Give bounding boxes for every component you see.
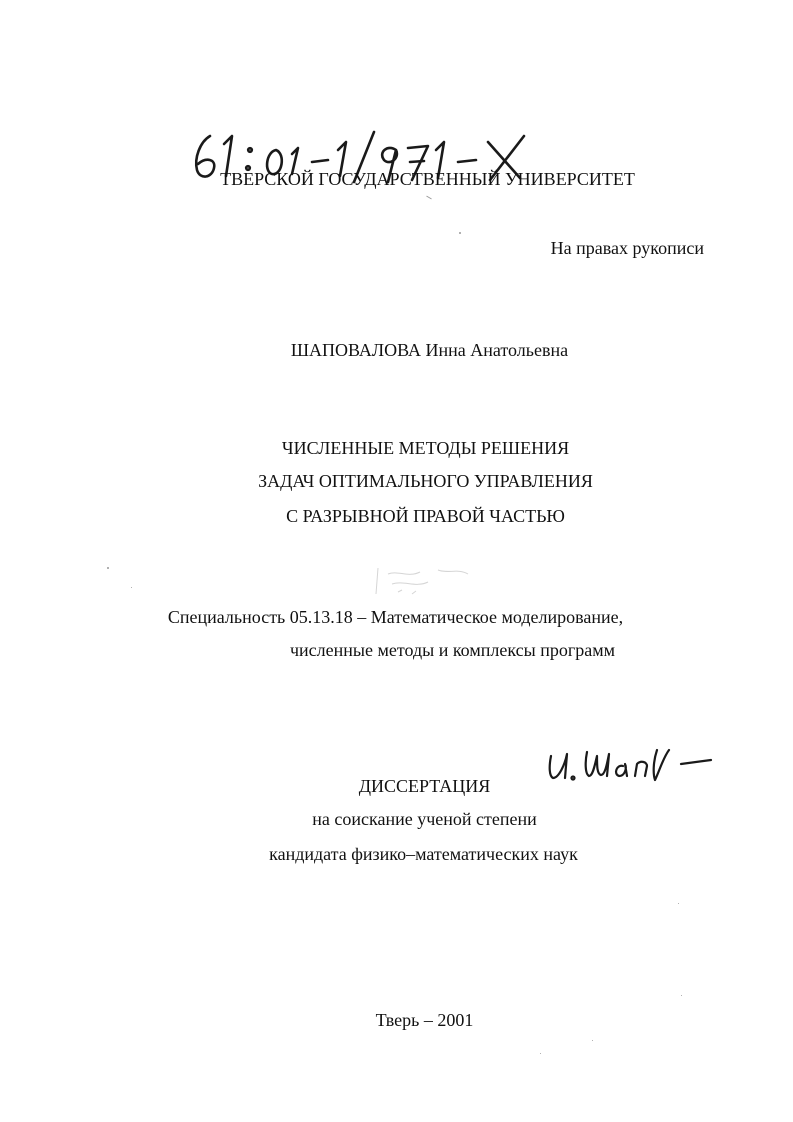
dissertation-title-line-3: С РАЗРЫВНОЙ ПРАВОЙ ЧАСТЬЮ <box>286 506 565 526</box>
author-name: ШАПОВАЛОВА Инна Анатольевна <box>290 340 569 360</box>
specialty-line-1: Специальность 05.13.18 – Математическое моделирование, <box>167 607 624 627</box>
degree-line-2: кандидата физико–математических наук <box>269 844 578 864</box>
scan-speck <box>459 232 461 234</box>
scan-speck <box>592 1040 593 1041</box>
scan-speck <box>678 903 679 904</box>
university-name: ТВЕРСКОЙ ГОСУДАРСТВЕННЫЙ УНИВЕРСИТЕТ <box>220 169 635 189</box>
specialty-line-2: численные методы и комплексы программ <box>289 640 616 660</box>
degree-line-1: на соискание ученой степени <box>312 809 537 829</box>
faint-stamp-mark <box>368 560 508 600</box>
scan-speck <box>426 196 432 200</box>
scan-speck <box>107 567 109 569</box>
dissertation-title-line-2: ЗАДАЧ ОПТИМАЛЬНОГО УПРАВЛЕНИЯ <box>258 471 593 491</box>
scan-speck <box>540 1053 541 1054</box>
scan-speck <box>131 587 132 588</box>
work-type: ДИССЕРТАЦИЯ <box>358 776 491 796</box>
manuscript-note: На правах рукописи <box>550 238 704 258</box>
dissertation-title-line-1: ЧИСЛЕННЫЕ МЕТОДЫ РЕШЕНИЯ <box>281 438 570 458</box>
city-and-year: Тверь – 2001 <box>375 1010 474 1030</box>
scan-speck <box>681 995 682 996</box>
